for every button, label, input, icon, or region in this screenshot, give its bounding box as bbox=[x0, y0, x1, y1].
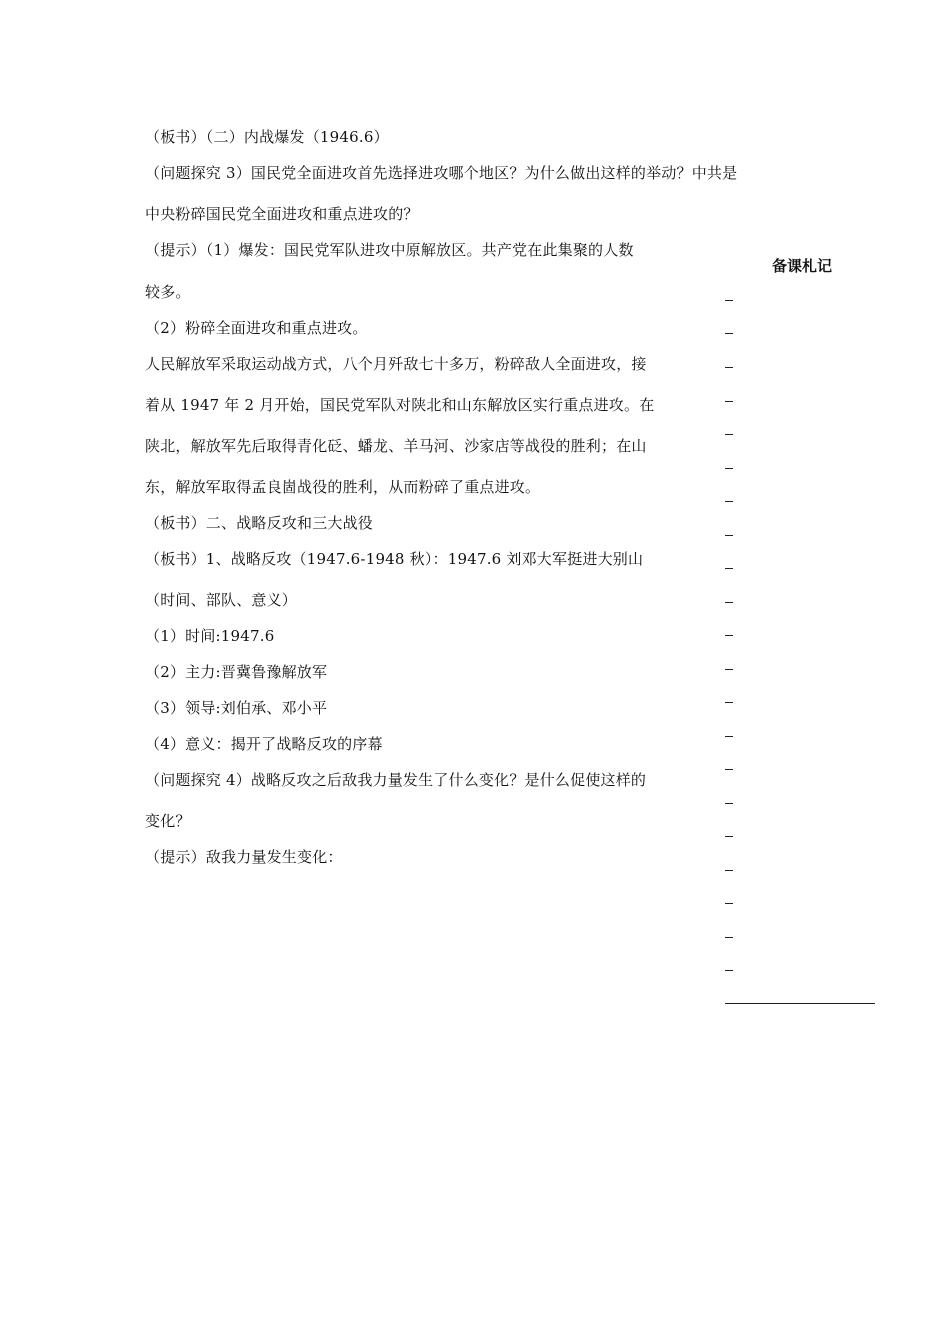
text-line-question-3: （问题探究 3）国民党全面进攻首先选择进攻哪个地区？为什么做出这样的举动？中共是 bbox=[145, 164, 738, 182]
text-line-time: （1）时间:1947.6 bbox=[145, 627, 275, 645]
text-line-hint-change: （提示）敌我力量发生变化： bbox=[145, 848, 343, 866]
text-line-leaders: （3）领导:刘伯承、邓小平 bbox=[145, 699, 328, 717]
note-line bbox=[725, 803, 733, 804]
text-line-hint-outbreak-cont: 较多。 bbox=[145, 283, 191, 301]
text-line-significance: （4）意义：揭开了战略反攻的序幕 bbox=[145, 735, 383, 753]
note-line bbox=[725, 635, 733, 636]
text-line-mobile-warfare: 人民解放军采取运动战方式，八个月歼敌七十多万，粉碎敌人全面进攻，接 bbox=[145, 355, 647, 373]
text-line-board-civil-war: （板书）（二）内战爆发（1946.6） bbox=[145, 128, 389, 146]
note-line bbox=[725, 535, 733, 536]
text-line-main-force: （2）主力:晋冀鲁豫解放军 bbox=[145, 663, 328, 681]
note-line bbox=[725, 300, 733, 301]
text-line-hint-outbreak: （提示）（1）爆发：国民党军队进攻中原解放区。共产党在此集聚的人数 bbox=[145, 241, 634, 259]
note-line bbox=[725, 333, 733, 334]
note-line bbox=[725, 702, 733, 703]
note-line bbox=[725, 870, 733, 871]
note-line bbox=[725, 568, 733, 569]
note-line bbox=[725, 736, 733, 737]
note-line bbox=[725, 468, 733, 469]
text-line-board-strategic: （板书）二、战略反攻和三大战役 bbox=[145, 514, 374, 532]
note-underline bbox=[725, 1003, 875, 1004]
note-line bbox=[725, 970, 733, 971]
text-line-1947-offensive: 着从 1947 年 2 月开始，国民党军队对陕北和山东解放区实行重点进攻。在 bbox=[145, 396, 655, 414]
note-line bbox=[725, 367, 733, 368]
note-line bbox=[725, 501, 733, 502]
text-line-question-3-cont: 中央粉碎国民党全面进攻和重点进攻的？ bbox=[145, 205, 419, 223]
text-line-time-troops-meaning: （时间、部队、意义） bbox=[145, 591, 298, 609]
text-line-question-4: （问题探究 4）战略反攻之后敌我力量发生了什么变化？是什么促使这样的 bbox=[145, 771, 647, 789]
text-line-board-counteroffensive: （板书）1、战略反攻（1947.6-1948 秋）：1947.6 刘邓大军挺进大别山 bbox=[145, 550, 644, 568]
note-line bbox=[725, 836, 733, 837]
note-line bbox=[725, 903, 733, 904]
note-line bbox=[725, 401, 733, 402]
text-line-shaanbei-victories: 陕北，解放军先后取得青化砭、蟠龙、羊马河、沙家店等战役的胜利；在山 bbox=[145, 437, 647, 455]
note-line bbox=[725, 602, 733, 603]
note-line bbox=[725, 769, 733, 770]
note-line bbox=[725, 669, 733, 670]
note-line bbox=[725, 434, 733, 435]
text-line-crush-offensive: （2）粉碎全面进攻和重点进攻。 bbox=[145, 319, 368, 337]
text-line-question-4-cont: 变化？ bbox=[145, 812, 191, 830]
text-line-shandong-victory: 东，解放军取得孟良崮战役的胜利，从而粉碎了重点进攻。 bbox=[145, 478, 541, 496]
lesson-notes-title: 备课札记 bbox=[772, 257, 833, 275]
note-line bbox=[725, 937, 733, 938]
